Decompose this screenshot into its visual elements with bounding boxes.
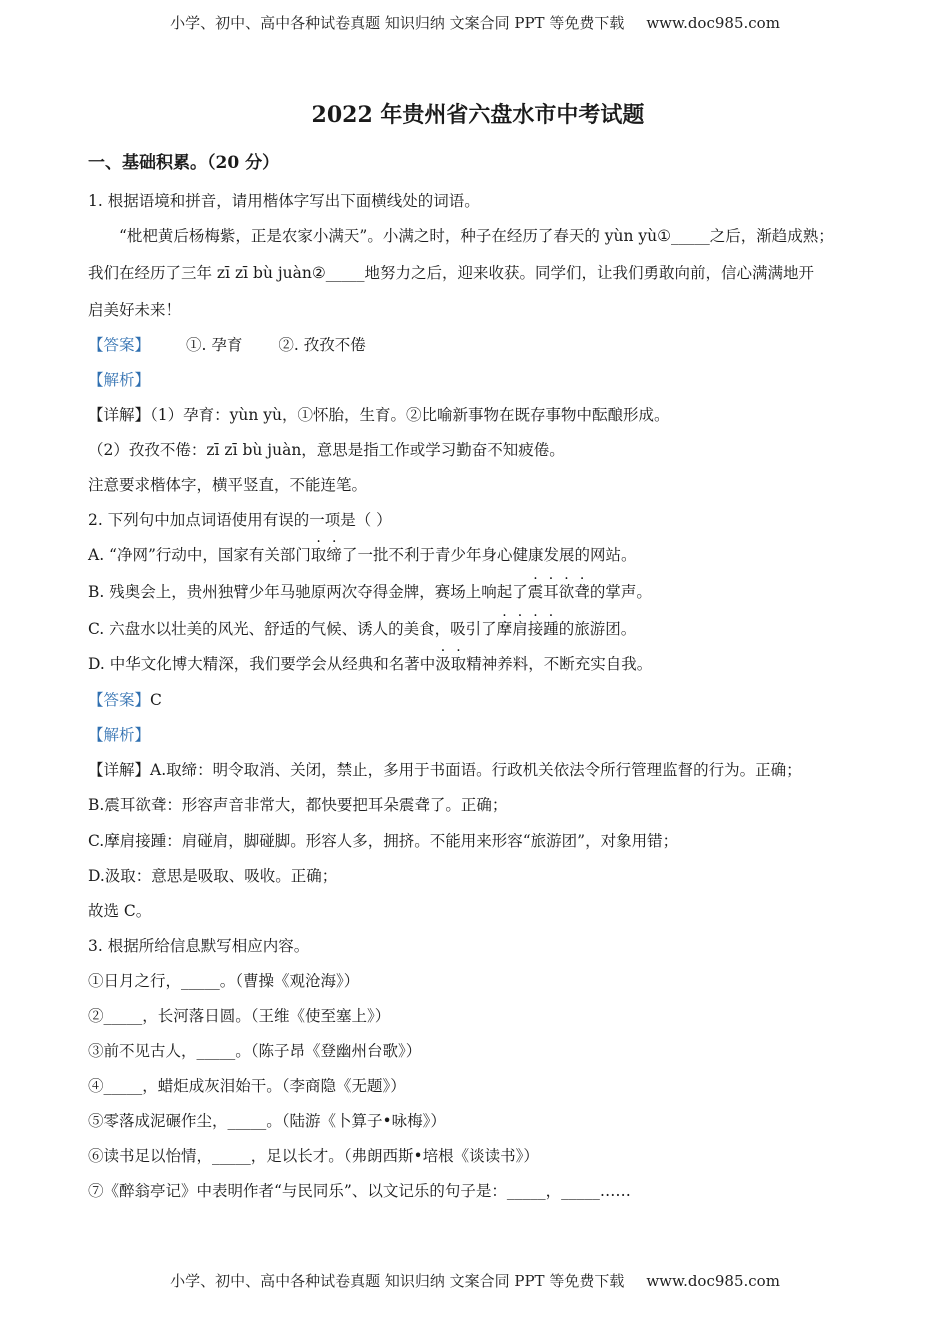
dotted-char: 缔 <box>326 546 342 564</box>
dotted-char: 摩 <box>496 620 513 638</box>
dotted-char: 取 <box>450 655 467 673</box>
q3-item: ⑥读书足以怡情，_____，足以长才。（弗朗西斯•培根《谈读书》） <box>88 1147 539 1165</box>
option-text: B. 残奥会上，贵州独臂少年马驰原两次夺得金牌，赛场上响起了 <box>88 583 528 601</box>
dotted-char: 踵 <box>543 620 559 638</box>
dotted-char: 欲 <box>558 583 575 601</box>
q2-option-d <box>88 654 652 674</box>
dotted-char: 汲 <box>435 655 451 673</box>
option-text: D. 中华文化博大精深，我们要学会从经典和名著中 <box>88 655 436 673</box>
q3-item: ④_____，蜡炬成灰泪始干。（李商隐《无题》） <box>88 1077 406 1095</box>
footer-text: 小学、初中、高中各种试卷真题 知识归纳 文案合同 PPT 等免费下载 <box>170 1272 625 1290</box>
answer-tag: 【答案】 <box>88 691 151 709</box>
answer-value: ①. 孕育 <box>186 336 243 354</box>
dotted-char: 取 <box>310 546 327 564</box>
page-header <box>0 12 950 33</box>
q2-option-c <box>88 619 636 639</box>
option-text: 了一批不利于青少年身心健康发展的网站。 <box>341 546 637 564</box>
dotted-char: 肩 <box>512 620 528 638</box>
q3-prompt: 3. 根据所给信息默写相应内容。 <box>88 937 310 955</box>
dotted-char: 耳 <box>543 583 559 601</box>
option-text: 的掌声。 <box>589 583 652 601</box>
q1-answer <box>88 335 366 355</box>
dotted-char: 聋 <box>574 583 590 601</box>
footer-site-link[interactable]: www.doc985.com <box>646 1272 780 1290</box>
answer-value: ②. 孜孜不倦 <box>278 336 366 354</box>
option-text: C. 六盘水以壮美的风光、舒适的气候、诱人的美食，吸引了 <box>88 620 497 638</box>
page-title: 2022 年贵州省六盘水市中考试题 <box>311 102 645 128</box>
q3-item: ③前不见古人，_____。（陈子昂《登幽州台歌》） <box>88 1042 422 1060</box>
q2-detail-line-1: 【详解】A.取缔：明令取消、关闭，禁止，多用于书面语。行政机关依法令所行管理监督的行为。正确； <box>88 761 802 779</box>
analysis-tag: 【解析】 <box>88 726 151 744</box>
answer-value: C <box>150 691 162 709</box>
q2-answer <box>88 690 162 710</box>
q3-item: ⑤零落成泥碾作尘，_____。（陆游《卜算子•咏梅》） <box>88 1112 446 1130</box>
q3-item: ②_____，长河落日圆。（王维《使至塞上》） <box>88 1007 391 1025</box>
answer-tag: 【答案】 <box>88 336 151 354</box>
q1-paragraph-line-1: “枇杷黄后杨梅紫，正是农家小满天”。小满之时，种子在经历了春天的 yùn yù①_____之后，渐趋成熟； <box>119 227 834 245</box>
q2-detail-line-3: C.摩肩接踵：肩碰肩，脚碰脚。形容人多，拥挤。不能用来形容“旅游团”，对象用错； <box>88 832 679 850</box>
q2-detail-line-2: B.震耳欲聋：形容声音非常大，都快要把耳朵震聋了。正确； <box>88 796 508 814</box>
analysis-tag: 【解析】 <box>88 371 151 389</box>
header-site-link[interactable]: www.doc985.com <box>646 14 780 32</box>
q2-option-b <box>88 582 652 602</box>
dotted-char: 震 <box>527 583 544 601</box>
q2-option-a <box>88 545 636 565</box>
section-heading-1: 一、基础积累。（20 分） <box>88 153 280 173</box>
q1-detail-line-3: 注意要求楷体字，横平竖直，不能连笔。 <box>88 476 368 494</box>
q2-prompt: 2. 下列句中加点词语使用有误的一项是（ ） <box>88 511 392 529</box>
header-text: 小学、初中、高中各种试卷真题 知识归纳 文案合同 PPT 等免费下载 <box>170 14 625 32</box>
q1-paragraph-line-3: 启美好未来！ <box>88 301 182 319</box>
option-text: A. “净网”行动中，国家有关部门 <box>88 546 311 564</box>
q1-detail-line-2: （2）孜孜不倦：zī zī bù juàn，意思是指工作或学习勤奋不知疲倦。 <box>88 441 565 459</box>
dotted-char: 接 <box>527 620 544 638</box>
q1-prompt: 1. 根据语境和拼音，请用楷体字写出下面横线处的词语。 <box>88 192 480 210</box>
q2-detail-line-4: D.汲取：意思是吸取、吸收。正确； <box>88 867 338 885</box>
q2-detail-line-5: 故选 C。 <box>88 902 152 920</box>
option-text: 的旅游团。 <box>558 620 637 638</box>
q1-detail-line-1: 【详解】（1）孕育：yùn yù，①怀胎，生育。②比喻新事物在既存事物中酝酿形成。 <box>88 406 670 424</box>
option-text: 精神养料，不断充实自我。 <box>466 655 653 673</box>
q1-paragraph-line-2: 我们在经历了三年 zī zī bù juàn②_____地努力之后，迎来收获。同学们，让我们勇敢向前，信心满满地开 <box>88 264 815 282</box>
page-footer <box>0 1270 950 1291</box>
q3-item: ①日月之行，_____。（曹操《观沧海》） <box>88 972 360 990</box>
q3-item: ⑦《醉翁亭记》中表明作者“与民同乐”、以文记乐的句子是：_____，_____…… <box>88 1182 631 1200</box>
